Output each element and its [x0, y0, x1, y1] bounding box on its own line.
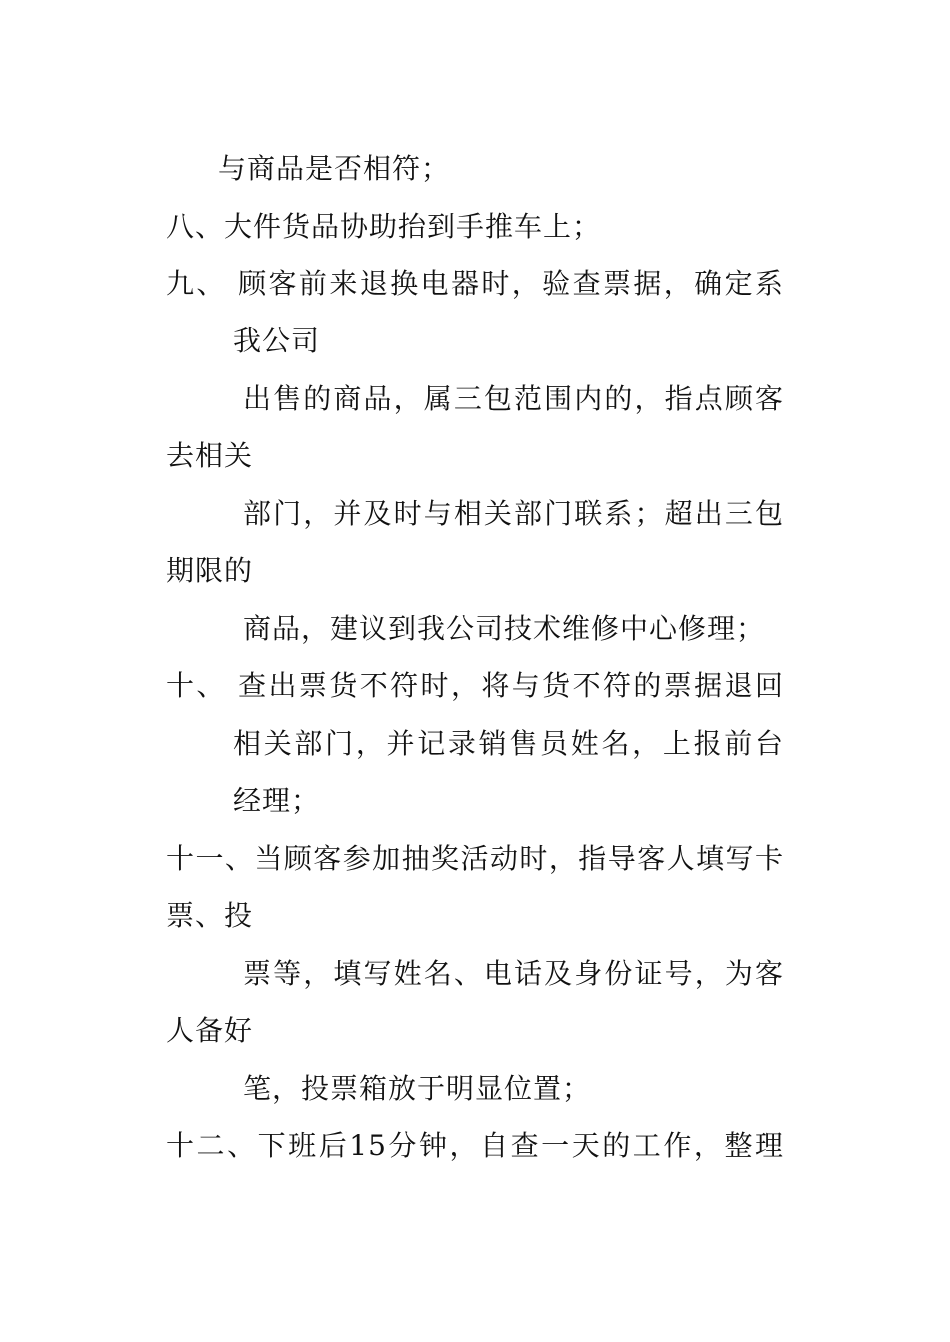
text-line: 十二、下班后15分钟，自查一天的工作，整理: [166, 1129, 784, 1162]
text-line: 商品，建议到我公司技术维修中心修理；: [243, 612, 766, 645]
text-line: 出售的商品，属三包范围内的，指点顾客: [243, 382, 784, 415]
text-line: 去相关: [166, 439, 254, 472]
text-line: 十、 查出票货不符时，将与货不符的票据退回: [166, 669, 784, 702]
text-line: 部门，并及时与相关部门联系；超出三包: [243, 497, 784, 530]
text-line: 我公司: [233, 324, 321, 357]
text-line: 与商品是否相符；: [218, 152, 451, 185]
text-line: 票、投: [166, 899, 254, 932]
text-line: 相关部门，并记录销售员姓名，上报前台: [233, 727, 784, 760]
text-line: 十一、当顾客参加抽奖活动时，指导客人填写卡: [166, 842, 784, 875]
text-line: 人备好: [166, 1014, 254, 1047]
text-line: 期限的: [166, 554, 254, 587]
text-line: 笔，投票箱放于明显位置；: [243, 1072, 592, 1105]
text-line: 九、 顾客前来退换电器时，验查票据，确定系: [166, 267, 784, 300]
text-line: 票等，填写姓名、电话及身份证号，为客: [243, 957, 784, 990]
text-line: 经理；: [233, 784, 321, 817]
text-line: 八、大件货品协助抬到手推车上；: [166, 210, 602, 243]
